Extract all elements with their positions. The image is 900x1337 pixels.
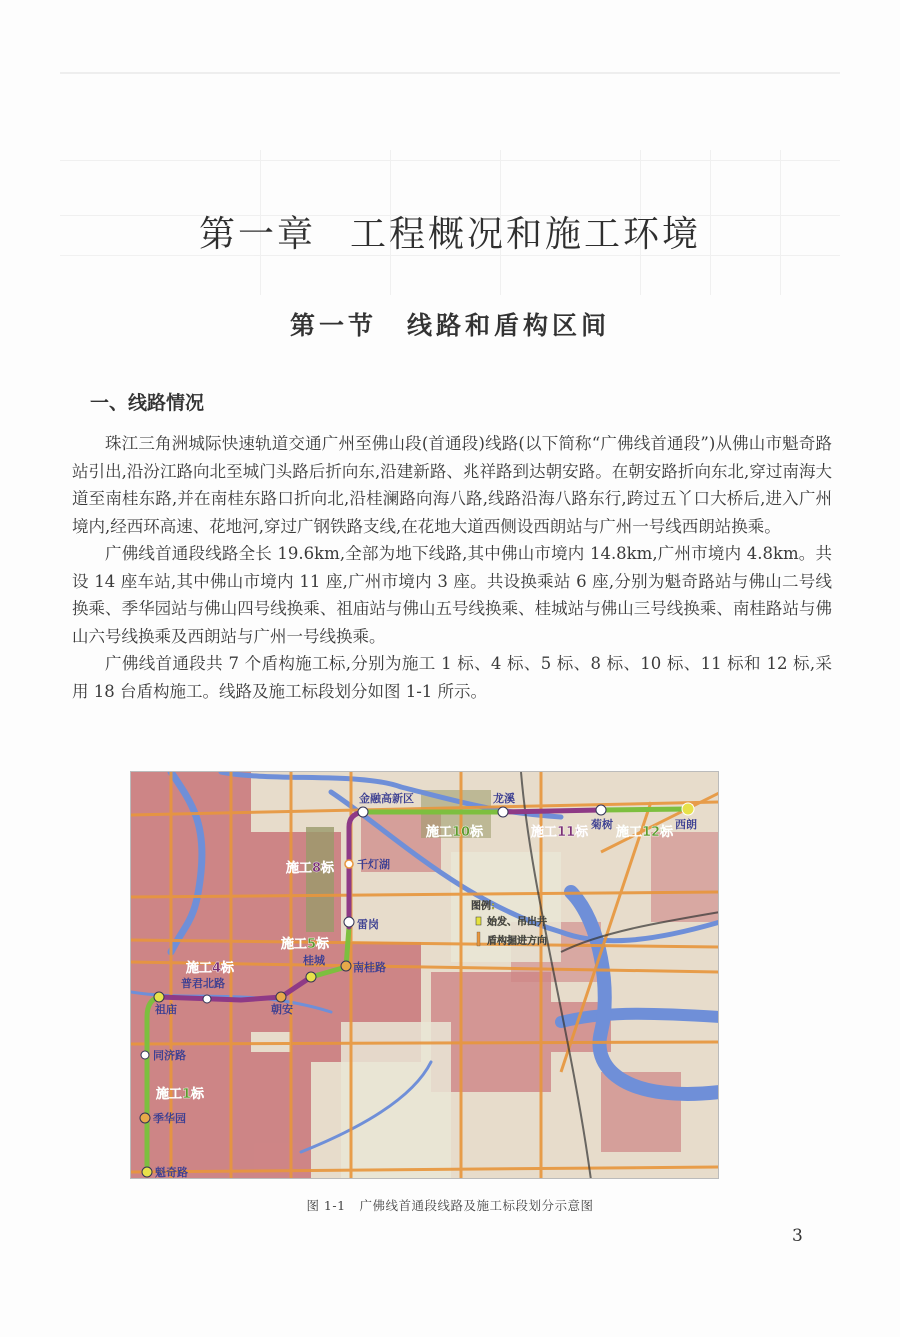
- chapter-number: 第一章: [198, 214, 316, 255]
- station-label: 菊树: [591, 818, 613, 831]
- station-label: 普君北路: [181, 977, 225, 990]
- section-label-1: 施工1标: [156, 1087, 205, 1102]
- station-label: 魁奇路: [155, 1166, 188, 1179]
- station-label: 南桂路: [353, 961, 386, 974]
- section-label-5: 施工5标: [281, 937, 330, 952]
- legend-title: 图例:: [471, 901, 495, 912]
- figure-caption: [0, 1196, 900, 1214]
- route-map-figure: [130, 771, 719, 1179]
- station-label: 雷岗: [357, 918, 379, 931]
- chapter-name: 工程概况和施工环境: [350, 214, 702, 255]
- station-label: 同济路: [153, 1049, 186, 1062]
- bleed-through: [60, 55, 840, 295]
- station-label: 朝安: [271, 1003, 293, 1016]
- section-label-11: 施工11标: [531, 825, 589, 840]
- direction-icon: [477, 932, 480, 946]
- paragraph-length-stations: 广佛线首通段线路全长 19.6km,全部为地下线路,其中佛山市境内 14.8km,广州市境内 4.8km。共设 14 座车站,其中佛山市境内 11 座,广州市境内 3 座。共设换乘站 6 座,分别为魁奇路站与佛山二号线换乘、季华园站与佛山四号线换乘、祖庙站与佛山五号线换乘、桂城站与佛山三号线换乘、南桂路站与佛山六号线换乘及西朗站与广州一号线换乘。: [72, 544, 832, 646]
- station-label: 西朗: [675, 818, 697, 831]
- section-title: [0, 306, 900, 342]
- station-label: 季华园: [153, 1112, 186, 1125]
- body-text: [72, 430, 832, 705]
- station-label: 千灯湖: [357, 858, 390, 871]
- station-label: 龙溪: [493, 792, 515, 805]
- section-number: 第一节: [289, 311, 377, 340]
- legend-item-direction: 盾构掘进方向: [487, 936, 547, 947]
- section-name: 线路和盾构区间: [407, 311, 611, 340]
- section-label-10: 施工10标: [426, 825, 484, 840]
- section-label-12: 施工12标: [616, 825, 674, 840]
- station-label: 祖庙: [155, 1003, 177, 1016]
- legend-item-shaft: 始发、吊出井: [487, 917, 547, 928]
- section-label-4: 施工4标: [186, 961, 235, 976]
- station-label: 桂城: [303, 954, 325, 967]
- chapter-title: [0, 206, 900, 257]
- caption-text: 广佛线首通段线路及施工标段划分示意图: [359, 1198, 594, 1213]
- route-map: [131, 772, 719, 1179]
- paragraph-route: 珠江三角洲城际快速轨道交通广州至佛山段(首通段)线路(以下简称“广佛线首通段”)从佛山市魁奇路站引出,沿汾江路向北至城门头路后折向东,沿建新路、兆祥路到达朝安路。在朝安路折向东北,穿过南海大道至南桂东路,并在南桂东路口折向北,沿桂澜路向海八路,线路沿海八路东行,跨过五丫口大桥后,进入广州境内,经西环高速、花地河,穿过广钢铁路支线,在花地大道西侧设西朗站与广州一号线西朗站换乘。: [72, 434, 832, 536]
- section-label-8: 施工8标: [286, 861, 335, 876]
- shaft-icon: [476, 917, 481, 925]
- subheading: 一、线路情况: [90, 392, 205, 414]
- caption-number: 图 1-1: [306, 1198, 346, 1213]
- station-label: 金融高新区: [359, 792, 414, 805]
- page-number: 3: [792, 1226, 803, 1246]
- paragraph-shield-sections: 广佛线首通段共 7 个盾构施工标,分别为施工 1 标、4 标、5 标、8 标、10 标、11 标和 12 标,采用 18 台盾构施工。线路及施工标段划分如图 1-1 所示。: [72, 654, 832, 701]
